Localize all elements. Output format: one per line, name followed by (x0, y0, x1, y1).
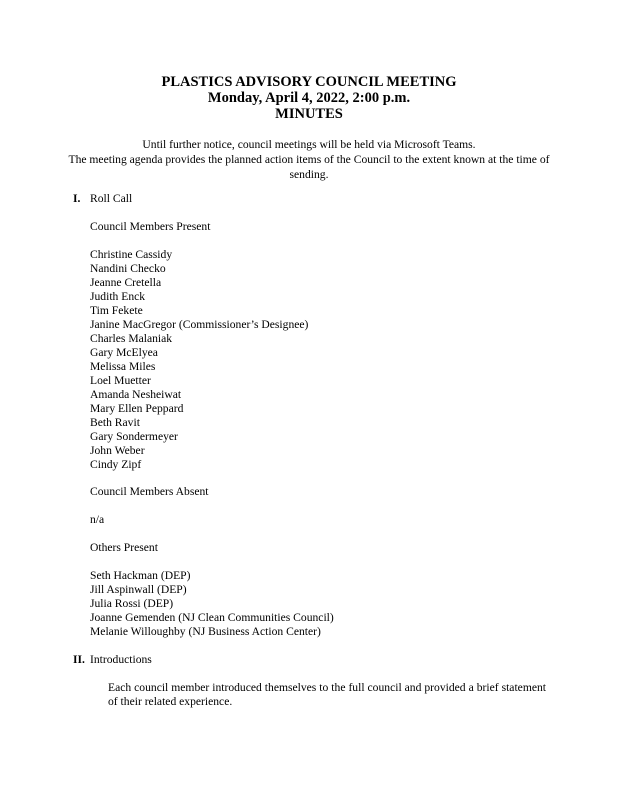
introductions-body: Each council member introduced themselves to the full council and provided a brief statement of their related experience. (108, 681, 546, 708)
present-member: Tim Fekete (90, 304, 143, 317)
present-member: Christine Cassidy (90, 248, 173, 261)
present-member: Melissa Miles (90, 360, 156, 373)
notice-line-1: Until further notice, council meetings will be held via Microsoft Teams. (142, 138, 476, 151)
present-members-list (90, 248, 308, 472)
present-member: Charles Malaniak (90, 332, 173, 345)
present-member: Nandini Checko (90, 262, 166, 275)
document-title: PLASTICS ADVISORY COUNCIL MEETING (161, 74, 457, 90)
present-member: John Weber (90, 444, 145, 457)
section-numeral-roll-call: I. (73, 192, 81, 205)
section-numeral-introductions: II. (73, 653, 85, 666)
present-member: Cindy Zipf (90, 458, 142, 471)
notice-line-2: The meeting agenda provides the planned action items of the Council to the extent known at the time of sending. (68, 153, 550, 182)
present-heading: Council Members Present (90, 220, 211, 233)
section-title-roll-call: Roll Call (90, 192, 133, 205)
others-present-item: Joanne Gemenden (NJ Clean Communities Council) (90, 611, 334, 624)
absent-value: n/a (90, 513, 105, 526)
others-present-item: Melanie Willoughby (NJ Business Action Center) (90, 625, 321, 638)
others-present-item: Seth Hackman (DEP) (90, 569, 191, 582)
present-member: Janine MacGregor (Commissioner’s Designee) (90, 318, 309, 331)
others-present-item: Jill Aspinwall (DEP) (90, 583, 187, 596)
present-member: Jeanne Cretella (90, 276, 162, 289)
present-member: Beth Ravit (90, 416, 140, 429)
meeting-date: Monday, April 4, 2022, 2:00 p.m. (207, 90, 411, 106)
present-member: Gary McElyea (90, 346, 158, 359)
others-present-list (90, 569, 334, 639)
absent-heading: Council Members Absent (90, 485, 209, 498)
present-member: Mary Ellen Peppard (90, 402, 184, 415)
section-title-introductions: Introductions (90, 653, 152, 666)
present-member: Judith Enck (90, 290, 146, 303)
present-member: Loel Muetter (90, 374, 151, 387)
others-present-item: Julia Rossi (DEP) (90, 597, 174, 610)
document-subtitle: MINUTES (275, 106, 343, 122)
present-member: Amanda Nesheiwat (90, 388, 182, 401)
present-member: Gary Sondermeyer (90, 430, 178, 443)
others-heading: Others Present (90, 541, 158, 554)
